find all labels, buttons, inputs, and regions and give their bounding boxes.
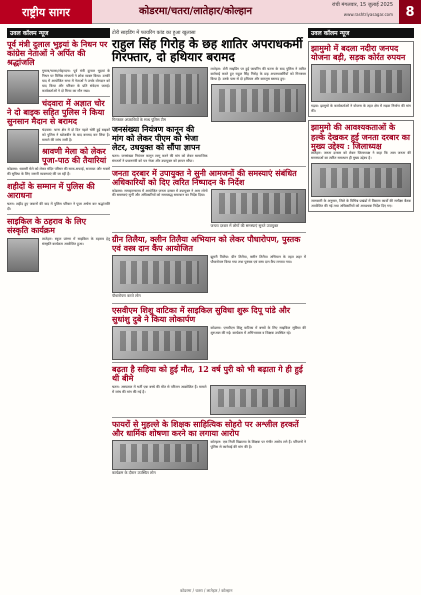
- person-photo: [7, 129, 39, 163]
- story-headline[interactable]: बढ़ता है सहिया को हुई मौत, 12 वर्ष पुरी को भी बढ़ाता गे ही हुई थी बीमे: [112, 364, 303, 384]
- box-headline[interactable]: झामुमो की आवश्यकताओं के हल्के देखकर हुई जनता दरबार का मुख्य उद्देश्य : जिलाध्यक्ष: [311, 122, 410, 151]
- box-body: गढ़वा: झामुमो के कार्यकर्ताओं ने योजना के तहत क्षेत्र में सड़क निर्माण की मांग की।: [311, 104, 411, 114]
- photo-caption: कार्यक्रम के दौरान उपस्थित लोग: [112, 469, 156, 475]
- site-url[interactable]: www.rashtriyasagar.com: [343, 12, 393, 17]
- story-body: लातेहार: टोरी साइडिंग पर हुई फायरिंग की घटना के बाद पुलिस ने त्वरित कार्रवाई करते हुए राहुल सिंह गिरोह के छह अपराधकर्मियों को गिरफ्तार किया है। उनके पास से दो हथियार और कारतूस बरामद हुए।: [210, 66, 306, 81]
- news-photo: [210, 385, 307, 415]
- story-layout: [112, 255, 306, 301]
- box-headline[interactable]: झामुमो में बदला नदीरा जनपद योजना बड़ी, सड़क कोर्रत रुपयन: [311, 43, 406, 63]
- story-body: चतरा: अस्पताल में भर्ती एक बच्चे की मौत से परिजन आक्रोशित हैं। मामले में जांच की मांग की गई है।: [112, 385, 207, 395]
- news-photo: [112, 67, 208, 117]
- story-body: चंदवारा: थाना क्षेत्र में दो दिन पहले चोरी हुई बाइकों को पुलिस ने खोजबीन के बाद बरामद कर लिया है। मामले की जांच जारी है।: [42, 127, 110, 142]
- left-column: [7, 28, 110, 586]
- story-headline[interactable]: फायरों से मुहल्ले के शिक्षक साहित्यिक सोहरो पर अश्लील हरकतें और धार्मिक शोषणा करने का लगाया आरोप: [112, 419, 299, 439]
- divider: [7, 214, 110, 215]
- story-headline[interactable]: श्रावणी मेला को लेकर पूजा-पाठ की तैयारियां: [42, 146, 107, 166]
- divider: [112, 417, 306, 418]
- story-card[interactable]: [7, 40, 110, 94]
- news-photo: [112, 440, 208, 470]
- right-column: [308, 28, 414, 586]
- story-body: गुमला/चतरा/लोहरदगा: पूर्व मंत्री दुलाल भुइयां के निधन पर विभिन्न संगठनों ने शोक व्यक्त किया। उनकी याद में आयोजित सभा में नेताओं ने उनके योगदान को याद किया और परिवार के प्रति संवेदना जताई। कार्यकर्ताओं ने दो मिनट का मौन रखा।: [42, 68, 110, 93]
- story-headline[interactable]: साइकिल के ठहराव के लिए संस्कृति कार्यक्रम: [7, 216, 87, 236]
- photo-caption: पौधारोपण करते लोग: [112, 293, 141, 299]
- region-title: कोडरमा/चतरा/लातेहार/कोल्हान: [139, 6, 253, 17]
- divider: [7, 179, 110, 180]
- section-label: उवल कॉलम न्यूज: [7, 28, 110, 38]
- story-layout: [112, 189, 306, 231]
- story-layout: [112, 326, 306, 360]
- story-headline[interactable]: शहीदों के सम्मान में पुलिस की आराधना: [7, 181, 95, 201]
- box-body: जानकारी के अनुसार, जिले के विभिन्न प्रखंडों में विकास कार्यों की समीक्षा बैठक आयोजित की गई तथा अधिकारियों को आवश्यक निर्देश दिए गए।: [311, 198, 411, 208]
- issue-date: रांची मंगलवार, 15 जुलाई 2025: [331, 2, 393, 8]
- story-headline[interactable]: एसवीएम शिशु वाटिका में साइकिल सुविधा शुरू दिपू पांडे और सुधांशु दुबे ने किया लोकार्पण: [112, 305, 291, 325]
- story-headline[interactable]: जनता दरबार में उपायुक्त ने सुनी आमजनों की समस्याएं संबंधित अधिकारियों को दिए त्वरित निष्पादन के निर्देश: [112, 167, 297, 187]
- page-number: 8: [399, 0, 421, 24]
- story-headline[interactable]: पूर्व मंत्री दुलाल भुइयां के निधन पर कांग्रेस नेताओं ने अर्पित की श्रद्धांजलि: [7, 39, 108, 67]
- story-box[interactable]: [308, 41, 414, 117]
- story-body: चतरा: जनसंख्या नियंत्रण कानून लागू करने की मांग को लेकर सामाजिक संगठनों ने प्रधानमंत्री को पत्र भेजा और उपायुक्त को ज्ञापन सौंपा।: [112, 153, 208, 163]
- story-headline[interactable]: ग्रीन तिलैया, क्लीन तिलैया अभियान को लेकर पौधारोपण, पुस्तक एवं वस्त्र दान कैंप आयोजित: [112, 234, 301, 254]
- masthead-title[interactable]: राष्ट्रीय सागर: [0, 0, 92, 24]
- story-layout: [112, 385, 306, 415]
- news-photo: [311, 64, 411, 102]
- page-header: [0, 0, 421, 24]
- divider: [112, 362, 306, 363]
- section-label: उवल कॉलम न्यूज: [308, 28, 414, 38]
- divider: [112, 166, 306, 167]
- page-footer: कोडरमा / चतरा / लातेहार / कोल्हान: [180, 588, 233, 593]
- region-bar: [92, 0, 421, 24]
- news-photo: [211, 189, 307, 223]
- news-photo: [311, 163, 411, 197]
- story-body: झुमरी तिलैया: ग्रीन तिलैया, क्लीन तिलैया अभियान के तहत शहर में पौधारोपण किया गया तथा पुस्तक एवं वस्त्र दान कैंप लगाया गया।: [210, 255, 306, 265]
- news-photo: [211, 84, 307, 122]
- story-card[interactable]: [7, 217, 110, 247]
- person-photo: [7, 70, 39, 104]
- story-body: चतरा: शहीद हुए जवानों की याद में पुलिस परिवार ने पूजा अर्चना कर श्रद्धांजलि दी।: [7, 202, 110, 212]
- top-kicker: टोरी साइडिंग में फायरिंग कांड का हुआ खुलासा: [112, 30, 196, 36]
- story-box[interactable]: [308, 120, 414, 211]
- story-body: लातेहार: स्कूल प्रांगण में साइकिल के ठहराव हेतु संस्कृति कार्यक्रम आयोजित हुआ।: [42, 237, 110, 247]
- news-photo: [112, 255, 208, 293]
- story-headline[interactable]: चंदवारा में अज्ञात चोर ने दो बाइक सहित पुलिस ने किया सुनसान मैदान से बरामद: [7, 97, 105, 126]
- top-headline[interactable]: राहुल सिंह गिरोह के छह शातिर अपराधकर्मी गिरफ्तार, दो हथियार बरामद: [112, 37, 303, 65]
- center-column: [112, 28, 306, 586]
- story-layout: [112, 440, 306, 478]
- sub-headline[interactable]: जनसंख्या नियंत्रण कानून की मांग को लेकर पीएम को भेजा लेटर, उधयुक्त को सौंपा ज्ञापन: [112, 123, 200, 152]
- story-card[interactable]: [7, 99, 110, 143]
- story-body: कोल्हान: एक निजी विद्यालय के शिक्षक पर गंभीर आरोप लगे हैं। परिजनों ने पुलिस से कार्रवाई की मांग की है।: [210, 439, 306, 449]
- divider: [112, 232, 306, 233]
- divider: [112, 303, 306, 304]
- story-body: कोडरमा: एसवीएम शिशु वाटिका में बच्चों के लिए साइकिल सुविधा की शुरुआत की गई। कार्यक्रम में अभिभावक व शिक्षक उपस्थित रहे।: [210, 326, 306, 336]
- photo-caption: जनता दरबार में लोगों की समस्याएं सुनते उपायुक्त: [210, 222, 279, 228]
- box-body: लातेहार: जनता दरबार को लेकर जिलाध्यक्ष ने कहा कि आम जनता की समस्याओं का त्वरित समाधान ही मुख्य उद्देश्य है।: [311, 150, 411, 160]
- photo-caption: गिरफ्तार अपराधियों के साथ पुलिस टीम: [112, 116, 166, 122]
- story-body: कोडरमा: समाहरणालय में आयोजित जनता दरबार में उपायुक्त ने आम लोगों की समस्याएं सुनीं और अधिकारियों को समयबद्ध समाधान का निर्देश दिया।: [112, 188, 208, 198]
- story-card[interactable]: [7, 182, 110, 212]
- person-photo: [7, 238, 39, 272]
- news-photo: [112, 326, 208, 360]
- top-story-layout: [112, 67, 306, 164]
- story-body: कोडरमा: श्रावणी मेले को लेकर मंदिर परिसर की साफ-सफाई, सजावट और भक्तों की सुविधा के लिए जरूरी व्यवस्थाएं की जा रही हैं।: [7, 167, 110, 177]
